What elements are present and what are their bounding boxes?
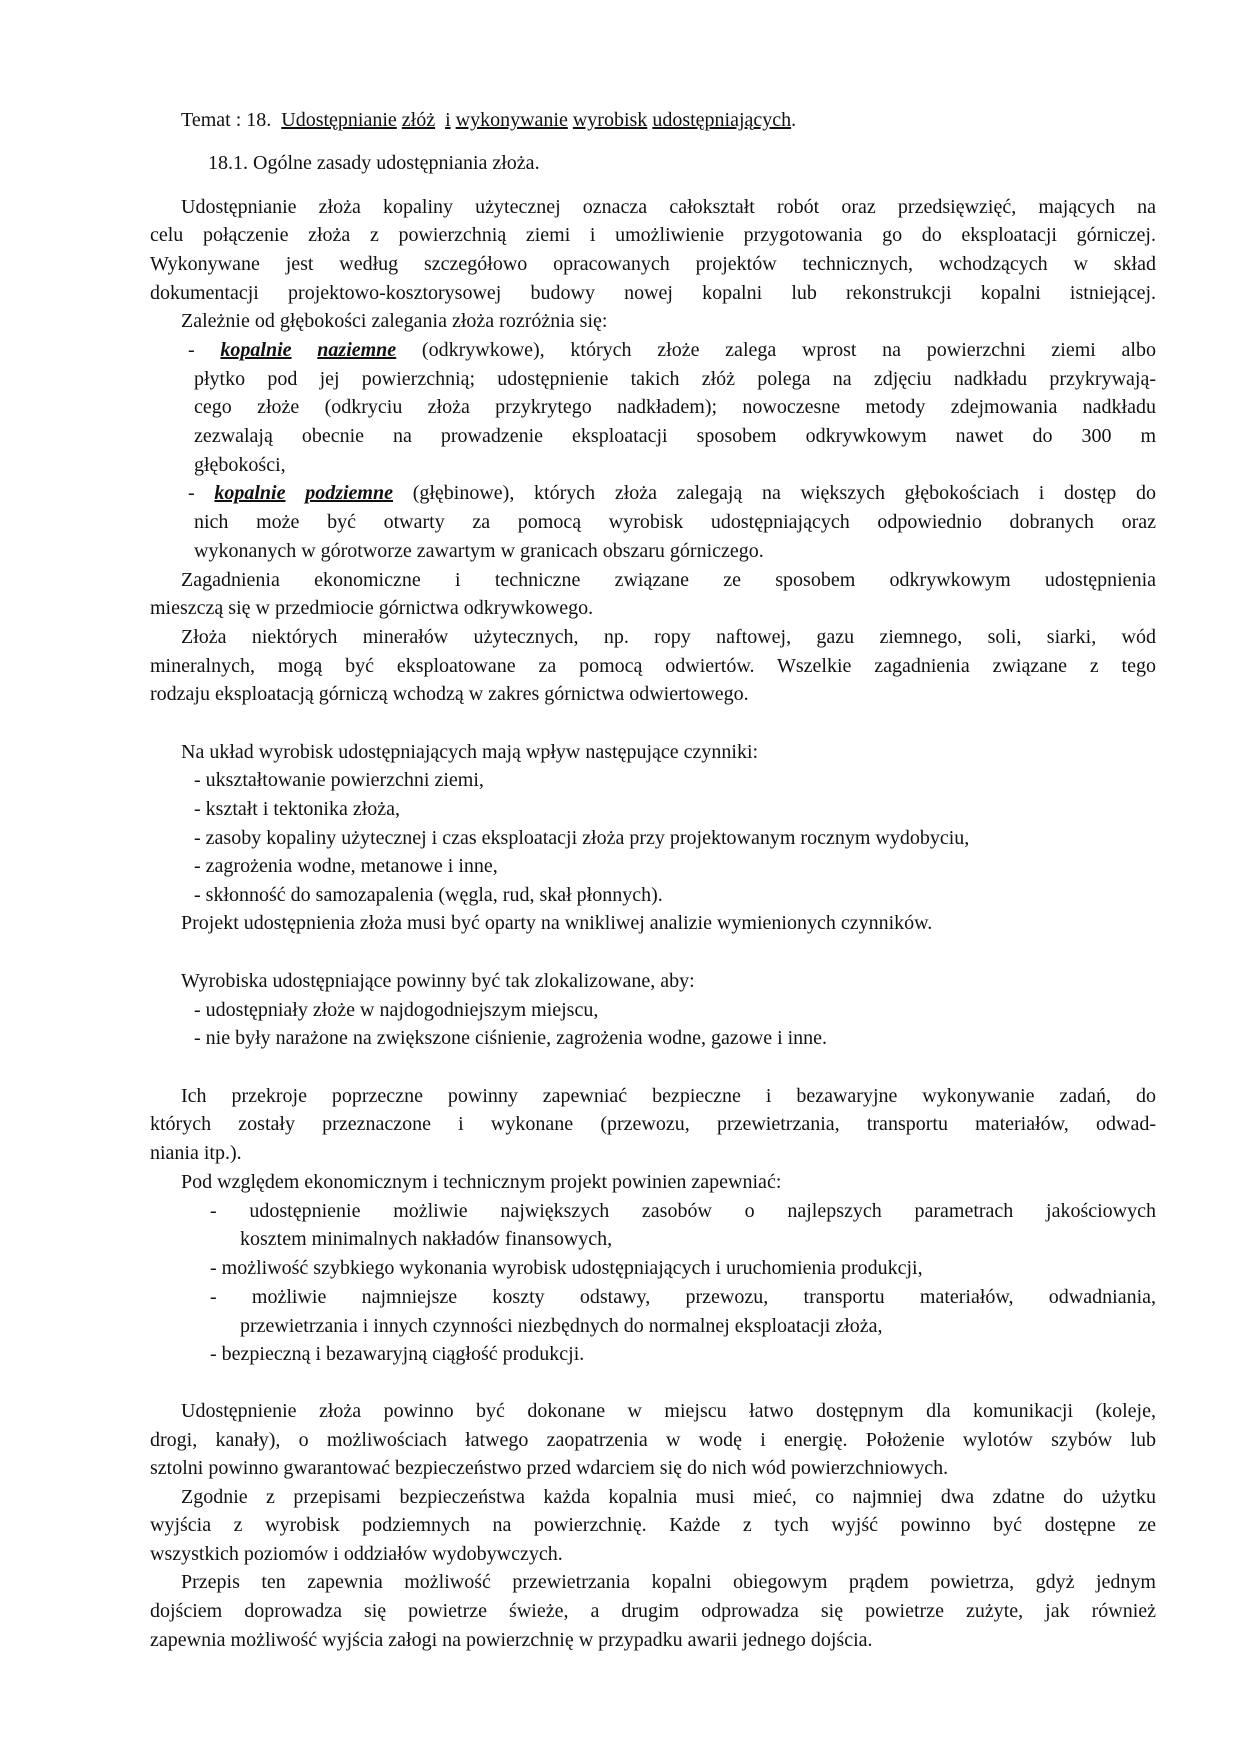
text-line: mieszczą się w przedmiocie górnictwa odkrywkowego. xyxy=(150,597,594,619)
text-line: Udostępnienie złoża powinno być dokonane w miejscu łatwo dostępnym dla komunikacji (koleje, xyxy=(181,1400,1156,1422)
text-line: - nie były narażone na zwiększone ciśnienie, zagrożenia wodne, gazowe i inne. xyxy=(194,1027,828,1049)
document-title xyxy=(181,108,796,132)
text-line: - udostępnienie możliwie największych zasobów o najlepszych parametrach jakościowych xyxy=(210,1200,1156,1222)
text-line: Projekt udostępnienia złoża musi być oparty na wnikliwej analizie wymienionych czynników. xyxy=(181,912,933,934)
mining-type-underground xyxy=(188,481,1156,505)
mining-type-surface xyxy=(188,338,1156,362)
text-line: Ich przekroje poprzeczne powinny zapewniać bezpieczne i bezawaryjne wykonywanie zadań, do xyxy=(181,1085,1156,1107)
text-line: - możliwość szybkiego wykonania wyrobisk udostępniających i uruchomienia produkcji, xyxy=(210,1257,923,1279)
text-line: - zagrożenia wodne, metanowe i inne, xyxy=(194,855,498,877)
title-word: wyrobisk xyxy=(572,109,648,131)
text-line: których zostały przeznaczone i wykonane (przewozu, przewietrzania, transportu materiałów, odwad- xyxy=(150,1113,1156,1135)
text-line: zezwalają obecnie na prowadzenie eksploatacji sposobem odkrywkowym nawet do 300 m xyxy=(194,425,1156,447)
title-word: Udostępnianie xyxy=(281,109,397,131)
text-line: przewietrzania i innych czynności niezbędnych do normalnej eksploatacji złoża, xyxy=(240,1315,883,1337)
text-line: - zasoby kopaliny użytecznej i czas eksploatacji złoża przy projektowanym rocznym wydobyciu, xyxy=(194,827,970,849)
text-line: kosztem minimalnych nakładów finansowych, xyxy=(240,1228,613,1250)
text-line: - skłonność do samozapalenia (węgla, rud, skał płonnych). xyxy=(194,884,663,906)
text-line: Udostępnianie złoża kopaliny użytecznej oznacza całokształt robót oraz przedsięwzięć, mających na xyxy=(181,196,1156,218)
text-line: mineralnych, mogą być eksploatowane za pomocą odwiertów. Wszelkie zagadnienia związane z tego xyxy=(150,655,1156,677)
term: kopalnie xyxy=(220,339,292,361)
text-line: dojściem doprowadza się powietrze świeże, a drugim odprowadza się powietrze zużyte, jak również xyxy=(150,1600,1156,1622)
text-line: Wyrobiska udostępniające powinny być tak zlokalizowane, aby: xyxy=(181,970,695,992)
text-line: niania itp.). xyxy=(150,1142,242,1164)
text-line: - udostępniały złoże w najdogodniejszym miejscu, xyxy=(194,999,599,1021)
term: podziemne xyxy=(305,482,393,504)
title-word: udostępniających xyxy=(652,109,792,131)
text-line: Pod względem ekonomicznym i technicznym projekt powinien zapewniać: xyxy=(181,1171,782,1193)
text-line: wykonanych w górotworze zawartym w granicach obszaru górniczego. xyxy=(194,540,764,562)
term-description: (głębinowe), których złoża zalegają na większych głębokościach i dostęp do xyxy=(393,482,1156,504)
title-word: wykonywanie xyxy=(455,109,568,131)
text-line: - kształt i tektonika złoża, xyxy=(194,798,401,820)
topic-label: Temat : 18. xyxy=(181,109,272,131)
text-line: rodzaju eksploatacją górniczą wchodzą w zakres górnictwa odwiertowego. xyxy=(150,683,749,705)
title-end: . xyxy=(791,109,797,131)
text-line: dokumentacji projektowo-kosztorysowej budowy nowej kopalni lub rekonstrukcji kopalni istniejącej. xyxy=(150,282,1156,304)
term-description: (odkrywkowe), których złoże zalega wprost na powierzchni ziemi albo xyxy=(396,339,1156,361)
title-word: złóż xyxy=(401,109,436,131)
text-line: sztolni powinno gwarantować bezpieczeństwo przed wdarciem się do nich wód powierzchniowych. xyxy=(150,1457,949,1479)
text-line: celu połączenie złoża z powierzchnią ziemi i umożliwienie przygotowania go do eksploatacji górniczej. xyxy=(150,224,1156,246)
text-line: Wykonywane jest według szczegółowo opracowanych projektów technicznych, wchodzących w skład xyxy=(150,253,1156,275)
text-line: - ukształtowanie powierzchni ziemi, xyxy=(194,769,484,791)
section-heading: 18.1. Ogólne zasady udostępniania złoża. xyxy=(208,152,540,174)
text-line: - możliwie najmniejsze koszty odstawy, przewozu, transportu materiałów, odwadniania, xyxy=(210,1286,1156,1308)
text-line: Zależnie od głębokości zalegania złoża rozróżnia się: xyxy=(181,310,608,332)
text-line: zapewnia możliwość wyjścia załogi na powierzchnię w przypadku awarii jednego dojścia. xyxy=(150,1629,873,1651)
text-line: drogi, kanały), o możliwościach łatwego zaopatrzenia w wodę i energię. Położenie wylotów szybów lub xyxy=(150,1429,1156,1451)
text-line: płytko pod jej powierzchnią; udostępnienie takich złóż polega na zdjęciu nadkładu przykrywają- xyxy=(194,368,1156,390)
text-line: Zagadnienia ekonomiczne i techniczne związane ze sposobem odkrywkowym udostępnienia xyxy=(181,569,1156,591)
dash: - xyxy=(188,339,221,361)
term: kopalnie xyxy=(214,482,286,504)
text-line: Na układ wyrobisk udostępniających mają wpływ następujące czynniki: xyxy=(181,741,759,763)
text-line: nich może być otwarty za pomocą wyrobisk udostępniających odpowiednio dobranych oraz xyxy=(194,511,1156,533)
term: naziemne xyxy=(317,339,397,361)
text-line: cego złoże (odkryciu złoża przykrytego nadkładem); nowoczesne metody zdejmowania nadkładu xyxy=(194,396,1156,418)
title-word: i xyxy=(445,109,451,131)
dash: - xyxy=(188,482,215,504)
text-line: głębokości, xyxy=(194,454,286,476)
text-line: wszystkich poziomów i oddziałów wydobywczych. xyxy=(150,1543,563,1565)
text-line: Przepis ten zapewnia możliwość przewietrzania kopalni obiegowym prądem powietrza, gdyż jednym xyxy=(181,1571,1156,1593)
text-line: Zgodnie z przepisami bezpieczeństwa każda kopalnia musi mieć, co najmniej dwa zdatne do użytku xyxy=(181,1486,1156,1508)
text-line: Złoża niektórych minerałów użytecznych, np. ropy naftowej, gazu ziemnego, soli, siarki, wód xyxy=(181,626,1156,648)
text-line: wyjścia z wyrobisk podziemnych na powierzchnię. Każde z tych wyjść powinno być dostępne ze xyxy=(150,1514,1156,1536)
text-line: - bezpieczną i bezawaryjną ciągłość produkcji. xyxy=(210,1343,585,1365)
